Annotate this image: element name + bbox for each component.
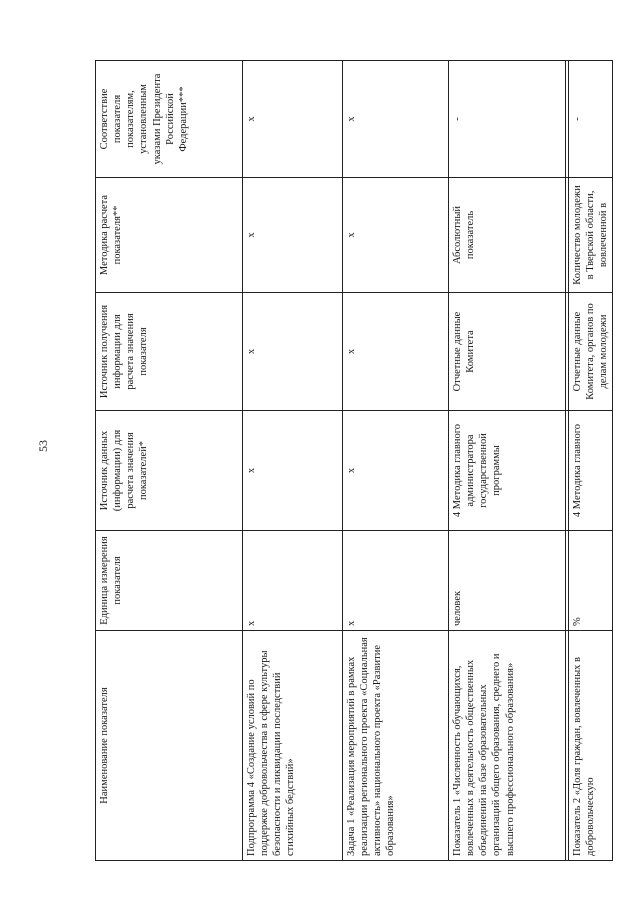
cell-method: x	[343, 178, 449, 293]
header-info-source: Источник получения информации для расчета значения показателя	[96, 293, 243, 411]
cell-compliance: x	[243, 61, 343, 178]
cell-info-source: x	[343, 293, 449, 411]
table-row	[343, 61, 449, 861]
cell-method: Количество молодежи в Тверской области, вовлеченной в	[569, 178, 613, 293]
cell-unit: %	[569, 531, 613, 631]
table-row	[569, 61, 613, 861]
cell-info-source: x	[243, 293, 343, 411]
cell-info-source: Отчетные данные Комитета, органов по делам молодежи	[569, 293, 613, 411]
cell-compliance: -	[569, 61, 613, 178]
cell-data-source: x	[243, 411, 343, 531]
page-number: 53	[36, 440, 50, 452]
cell-data-source: 4 Методика главного администратора государственной программы	[449, 411, 569, 531]
cell-compliance: x	[343, 61, 449, 178]
cell-info-source: Отчетные данные Комитета	[449, 293, 569, 411]
table-header-row	[96, 61, 243, 861]
table-row	[243, 61, 343, 861]
header-data-source: Источник данных (информации) для расчета значения показателей*	[96, 411, 243, 531]
cell-unit: x	[243, 531, 343, 631]
rotated-table-frame	[95, 61, 610, 861]
cell-data-source: x	[343, 411, 449, 531]
table-row	[449, 61, 569, 861]
header-unit: Единица измерения показателя	[96, 531, 243, 631]
header-name: Наименование показателя	[96, 631, 243, 861]
indicators-table	[95, 60, 613, 861]
cell-compliance: -	[449, 61, 569, 178]
cell-name: Подпрограмма 4 «Создание условий по поддержке добровольчества в сфере культуры безопасности и ликвидации последствий стихийных бедствий»	[243, 631, 343, 861]
cell-name: Показатель 2 «Доля граждан, вовлеченных в добровольческую	[569, 631, 613, 861]
header-method: Методика расчета показателя**	[96, 178, 243, 293]
cell-method: x	[243, 178, 343, 293]
header-compliance: Соответствие показателя показателям, установленным указами Президента Российской Федерации***	[96, 61, 243, 178]
cell-unit: x	[343, 531, 449, 631]
cell-data-source: 4 Методика главного	[569, 411, 613, 531]
cell-method: Абсолютный показатель	[449, 178, 569, 293]
cell-unit: человек	[449, 531, 569, 631]
cell-name: Задача 1 «Реализация мероприятий в рамках реализации регионального проекта «Социальная активность» национального проекта «Развитие образования»	[343, 631, 449, 861]
cell-name: Показатель 1 «Численность обучающихся, вовлеченных в деятельность общественных объединений на базе образовательных организаций общего образования, среднего и высшего профессионального образования»	[449, 631, 569, 861]
